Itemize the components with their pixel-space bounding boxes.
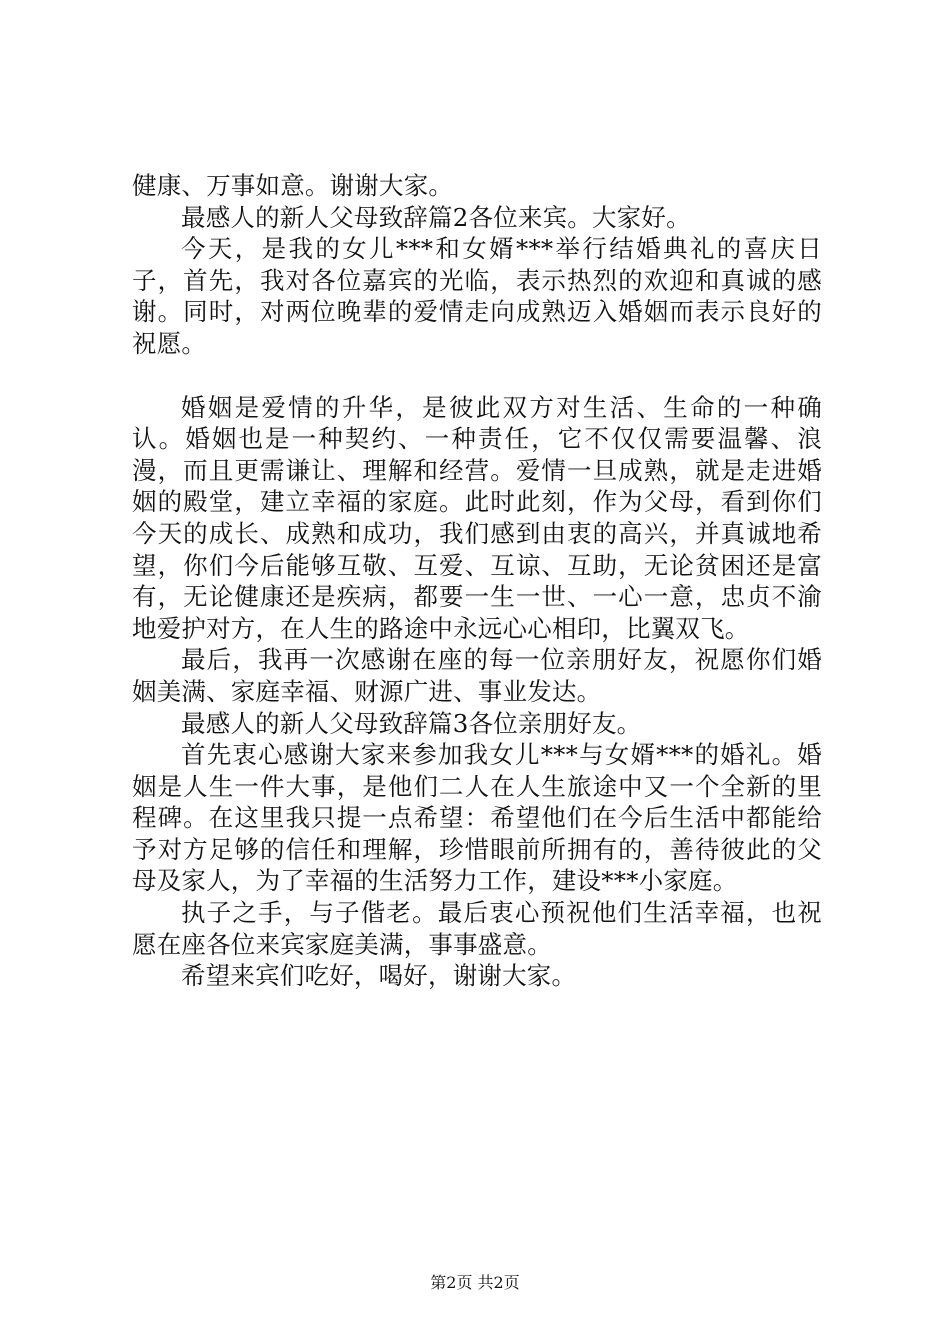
paragraph-farewell: 希望来宾们吃好，喝好，谢谢大家。 <box>181 961 577 991</box>
paragraph-continuation: 健康、万事如意。谢谢大家。 <box>132 171 454 200</box>
page-footer <box>0 1273 950 1293</box>
page-number-label: 第2页 共2页 <box>430 1273 520 1292</box>
paragraph-marriage: 婚姻是爱情的升华，是彼此双方对生活、生命的一种确认。婚姻也是一种契约、一种责任，它不仅仅需要温馨、浪漫，而且更需谦让、理解和经营。爱情一旦成熟，就是走进婚姻的殿堂，建立幸福的家庭。此时此刻，作为父母，看到你们今天的成长、成熟和成功，我们感到由衷的高兴，并真诚地希望，你们今后能够互敬、互爱、互谅、互助，无论贫困还是富有，无论健康还是疾病，都要一生一世、一心一意，忠贞不渝地爱护对方，在人生的路途中永远心心相印，比翼双飞。 <box>132 392 822 643</box>
paragraph-welcome: 今天，是我的女儿***和女婿***举行结婚典礼的喜庆日子，首先，我对各位嘉宾的光临，表示热烈的欢迎和真诚的感谢。同时，对两位晚辈的爱情走向成熟迈入婚姻而表示良好的祝愿。 <box>132 234 822 358</box>
paragraph-gap <box>132 360 822 392</box>
paragraph-gratitude: 首先衷心感谢大家来参加我女儿***与女婿***的婚礼。婚姻是人生一件大事，是他们二人在人生旅途中又一个全新的里程碑。在这里我只提一点希望：希望他们在今后生活中都能给予对方足够的信任和理解，珍惜眼前所拥有的，善待彼此的父母及家人，为了幸福的生活努力工作，建设***小家庭。 <box>132 740 822 896</box>
paragraph-blessing: 执子之手，与子偕老。最后衷心预祝他们生活幸福，也祝愿在座各位来宾家庭美满，事事盛意。 <box>132 898 822 959</box>
paragraph-closing-thanks: 最后，我再一次感谢在座的每一位亲朋好友，祝愿你们婚姻美满、家庭幸福、财源广进、事业发达。 <box>132 645 822 706</box>
paragraph-speech-2-heading: 最感人的新人父母致辞篇2各位来宾。大家好。 <box>181 202 691 232</box>
paragraph-speech-3-heading: 最感人的新人父母致辞篇3各位亲朋好友。 <box>181 708 642 738</box>
document-body <box>132 170 822 992</box>
